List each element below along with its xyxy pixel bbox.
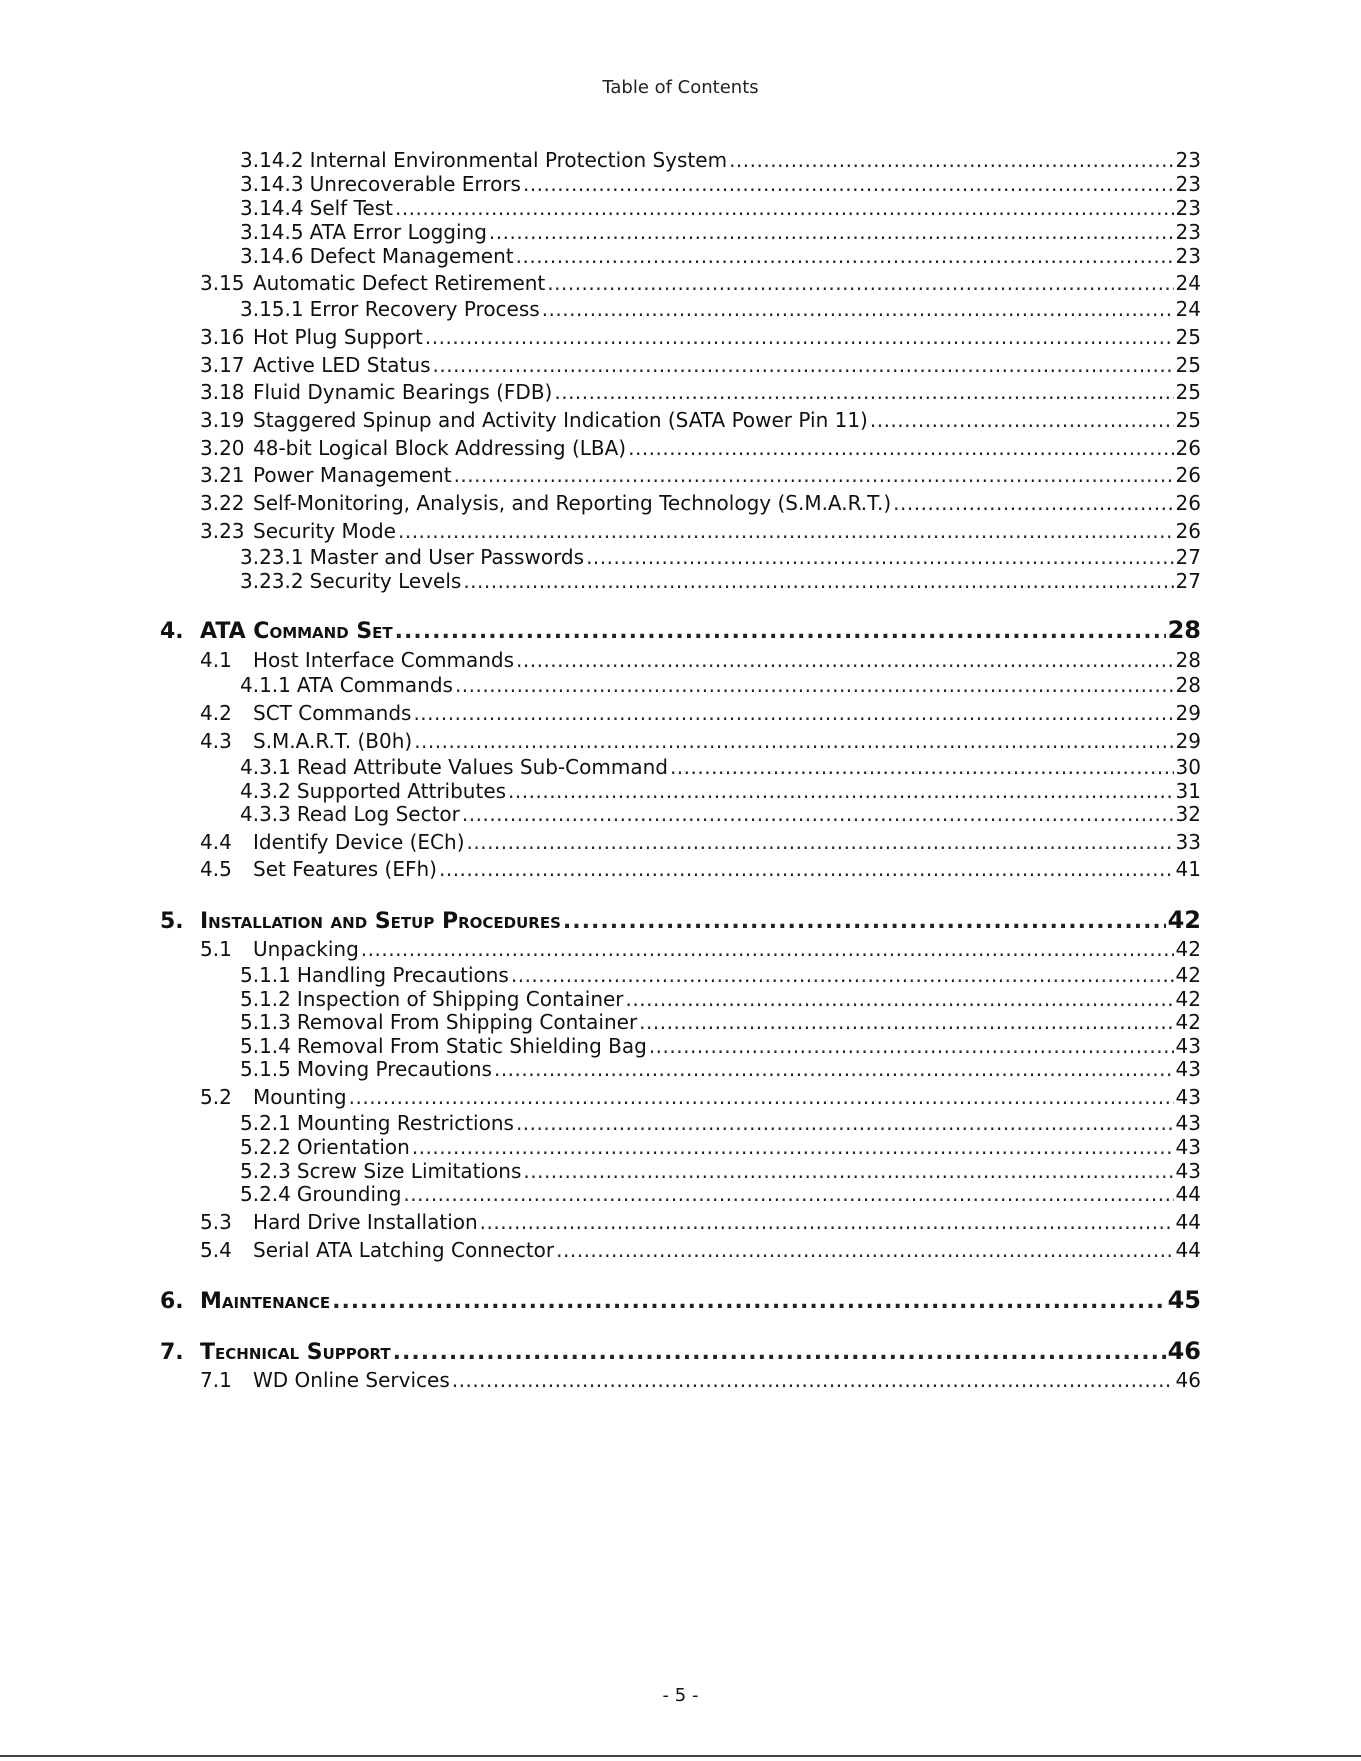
toc-entry[interactable]	[0, 1238, 1201, 1262]
toc-entry-page: 27	[1175, 569, 1201, 593]
toc-entry[interactable]	[0, 491, 1201, 515]
toc-entry-number: 3.15	[200, 271, 245, 295]
toc-entry-page: 43	[1175, 1111, 1201, 1135]
toc-entry-number: 3.19	[200, 408, 245, 432]
toc-entry-page: 33	[1175, 830, 1201, 854]
toc-entry-title: Maintenance	[200, 1289, 331, 1314]
toc-entry-page: 42	[1175, 987, 1201, 1011]
toc-entry-number: 3.16	[200, 325, 245, 349]
toc-entry-title: Staggered Spinup and Activity Indication (SATA Power Pin 11)	[253, 408, 868, 432]
toc-entry-number: 5.2.4	[240, 1182, 291, 1206]
toc-entry-title: Master and User Passwords	[309, 545, 585, 569]
toc-entry-number: 5.1.5	[240, 1057, 291, 1081]
toc-entry-number: 5.4	[200, 1238, 232, 1262]
toc-entry-number: 3.15.1	[240, 297, 304, 321]
toc-entry[interactable]	[0, 1111, 1201, 1135]
toc-entry[interactable]	[0, 701, 1201, 725]
toc-entry-page: 42	[1175, 1010, 1201, 1034]
toc-entry-title: Grounding	[296, 1182, 402, 1206]
toc-entry-title: Mounting	[253, 1085, 347, 1109]
dot-leader	[523, 172, 1174, 196]
toc-entry-number: 5.2	[200, 1085, 232, 1109]
toc-entry-number: 6.	[160, 1289, 184, 1314]
toc-entry-number: 4.4	[200, 830, 232, 854]
toc-entry-title: Self Test	[309, 196, 393, 220]
dot-leader	[516, 648, 1174, 672]
dot-leader	[425, 325, 1174, 349]
toc-entry[interactable]	[0, 1085, 1201, 1109]
dot-leader	[628, 436, 1173, 460]
toc-entry-number: 4.3.2	[240, 779, 291, 803]
dot-leader	[361, 937, 1174, 961]
dot-leader	[639, 1010, 1173, 1034]
dot-leader	[403, 1182, 1173, 1206]
dot-leader	[670, 755, 1174, 779]
toc-entry-title: Hot Plug Support	[253, 325, 423, 349]
toc-entry-number: 4.3.3	[240, 802, 291, 826]
dot-leader	[462, 802, 1174, 826]
toc-entry-number: 5.2.3	[240, 1159, 291, 1183]
dot-leader	[870, 408, 1174, 432]
dot-leader	[433, 353, 1174, 377]
dot-leader	[349, 1085, 1174, 1109]
toc-entry-page: 25	[1175, 325, 1201, 349]
toc-entry-title: Read Attribute Values Sub-Command	[296, 755, 668, 779]
toc-entry-number: 3.14.4	[240, 196, 304, 220]
dot-leader	[489, 220, 1174, 244]
toc-entry-number: 5.1.4	[240, 1034, 291, 1058]
dot-leader	[516, 1111, 1174, 1135]
dot-leader	[586, 545, 1173, 569]
toc-entry-number: 4.1	[200, 648, 232, 672]
toc-entry-title: Hard Drive Installation	[253, 1210, 478, 1234]
toc-entry[interactable]	[0, 937, 1201, 961]
dot-leader	[480, 1210, 1174, 1234]
toc-entry-page: 43	[1175, 1085, 1201, 1109]
toc-entry[interactable]	[0, 1034, 1201, 1058]
toc-entry-page: 42	[1167, 906, 1201, 934]
toc-entry[interactable]	[0, 830, 1201, 854]
bottom-divider	[0, 1755, 1361, 1757]
toc-entry-title: Active LED Status	[253, 353, 431, 377]
dot-leader	[463, 569, 1173, 593]
toc-entry[interactable]	[0, 963, 1201, 987]
toc-chapter-entry[interactable]	[0, 1337, 1201, 1367]
toc-entry-title: Removal From Static Shielding Bag	[296, 1034, 647, 1058]
dot-leader	[398, 519, 1174, 543]
dot-leader	[547, 271, 1173, 295]
toc-entry[interactable]	[0, 325, 1201, 349]
toc-entry-page: 42	[1175, 937, 1201, 961]
toc-entry[interactable]	[0, 648, 1201, 672]
toc-entry-page: 26	[1175, 519, 1201, 543]
toc-entry-title: Read Log Sector	[296, 802, 460, 826]
dot-leader	[452, 1368, 1174, 1392]
toc-entry-page: 46	[1175, 1368, 1201, 1392]
toc-entry-title: Technical Support	[200, 1340, 391, 1365]
toc-chapter-entry[interactable]	[0, 906, 1201, 936]
toc-entry-number: 3.14.3	[240, 172, 304, 196]
toc-entry-title: Error Recovery Process	[309, 297, 540, 321]
toc-entry-page: 44	[1175, 1182, 1201, 1206]
toc-entry-number: 3.22	[200, 491, 245, 515]
dot-leader	[412, 1135, 1174, 1159]
toc-entry-title: SCT Commands	[253, 701, 412, 725]
toc-entry-page: 23	[1175, 172, 1201, 196]
toc-entry[interactable]	[0, 436, 1201, 460]
toc-entry-number: 5.1.2	[240, 987, 291, 1011]
toc-entry-page: 30	[1175, 755, 1201, 779]
toc-entry-title: Defect Management	[309, 244, 514, 268]
dot-leader	[626, 987, 1174, 1011]
toc-entry[interactable]	[0, 1159, 1201, 1183]
toc-entry[interactable]	[0, 755, 1201, 779]
toc-entry-page: 31	[1175, 779, 1201, 803]
toc-entry-title: Host Interface Commands	[253, 648, 515, 672]
toc-entry[interactable]	[0, 220, 1201, 244]
toc-entry[interactable]	[0, 1210, 1201, 1234]
toc-entry-number: 4.3	[200, 729, 232, 753]
toc-entry[interactable]	[0, 545, 1201, 569]
toc-entry-number: 3.18	[200, 380, 245, 404]
toc-entry-number: 7.	[160, 1340, 184, 1365]
toc-entry-title: ATA Error Logging	[309, 220, 487, 244]
toc-entry-title: Removal From Shipping Container	[296, 1010, 638, 1034]
dot-leader	[395, 196, 1174, 220]
toc-entry-page: 41	[1175, 857, 1201, 881]
dot-leader	[523, 1159, 1173, 1183]
dot-leader	[393, 1339, 1166, 1367]
toc-entry-page: 29	[1175, 701, 1201, 725]
toc-entry-title: Moving Precautions	[296, 1057, 492, 1081]
dot-leader	[542, 297, 1174, 321]
toc-entry-number: 4.5	[200, 857, 232, 881]
toc-entry-page: 28	[1175, 648, 1201, 672]
toc-entry[interactable]	[0, 1135, 1201, 1159]
toc-entry-title: Mounting Restrictions	[296, 1111, 514, 1135]
toc-entry-page: 23	[1175, 148, 1201, 172]
toc-entry-page: 25	[1175, 408, 1201, 432]
toc-entry-page: 43	[1175, 1159, 1201, 1183]
toc-entry[interactable]	[0, 353, 1201, 377]
toc-entry-page: 24	[1175, 297, 1201, 321]
toc-entry-number: 3.14.2	[240, 148, 304, 172]
toc-entry-page: 46	[1167, 1337, 1201, 1365]
toc-entry-number: 3.23.1	[240, 545, 304, 569]
toc-entry-number: 4.2	[200, 701, 232, 725]
dot-leader	[413, 701, 1173, 725]
dot-leader	[467, 830, 1174, 854]
toc-entry[interactable]	[0, 1182, 1201, 1206]
toc-entry-page: 45	[1167, 1286, 1201, 1314]
toc-entry-page: 23	[1175, 220, 1201, 244]
dot-leader	[729, 148, 1173, 172]
toc-entry[interactable]	[0, 463, 1201, 487]
toc-entry-number: 3.17	[200, 353, 245, 377]
dot-leader	[649, 1034, 1174, 1058]
toc-entry-title: Orientation	[296, 1135, 410, 1159]
toc-entry-page: 23	[1175, 244, 1201, 268]
toc-entry-number: 3.21	[200, 463, 245, 487]
page-header-title: Table of Contents	[602, 77, 759, 98]
dot-leader	[516, 244, 1174, 268]
dot-leader	[414, 729, 1173, 753]
toc-entry[interactable]	[0, 244, 1201, 268]
toc-chapter-entry[interactable]	[0, 1286, 1201, 1316]
toc-entry-number: 4.1.1	[240, 673, 291, 697]
toc-entry-title: Internal Environmental Protection System	[309, 148, 728, 172]
toc-entry-page: 25	[1175, 380, 1201, 404]
toc-entry[interactable]	[0, 380, 1201, 404]
toc-entry-title: Handling Precautions	[296, 963, 509, 987]
toc-entry-title: Power Management	[253, 463, 452, 487]
toc-entry[interactable]	[0, 729, 1201, 753]
toc-entry-title: Security Levels	[309, 569, 462, 593]
toc-entry-page: 43	[1175, 1135, 1201, 1159]
toc-entry-title: WD Online Services	[253, 1368, 450, 1392]
toc-entry-number: 5.1.1	[240, 963, 291, 987]
toc-entry-number: 3.23.2	[240, 569, 304, 593]
toc-entry-page: 23	[1175, 196, 1201, 220]
toc-entry-number: 3.14.6	[240, 244, 304, 268]
toc-entry-title: Self-Monitoring, Analysis, and Reporting Technology (S.M.A.R.T.)	[253, 491, 892, 515]
dot-leader	[511, 963, 1174, 987]
toc-entry-number: 5.1.3	[240, 1010, 291, 1034]
toc-entry-title: S.M.A.R.T. (B0h)	[253, 729, 413, 753]
toc-entry-page: 26	[1175, 436, 1201, 460]
dot-leader	[332, 1288, 1166, 1316]
dot-leader	[439, 857, 1174, 881]
toc-entry[interactable]	[0, 569, 1201, 593]
toc-entry-page: 42	[1175, 963, 1201, 987]
dot-leader	[455, 673, 1174, 697]
toc-entry[interactable]	[0, 148, 1201, 172]
toc-entry-page: 44	[1175, 1210, 1201, 1234]
toc-entry-title: ATA Command Set	[200, 619, 393, 644]
toc-entry-title: Identify Device (ECh)	[253, 830, 465, 854]
toc-entry[interactable]	[0, 172, 1201, 196]
page-number: - 5 -	[662, 1685, 699, 1706]
toc-chapter-entry[interactable]	[0, 616, 1201, 646]
toc-entry-page: 43	[1175, 1057, 1201, 1081]
toc-entry[interactable]	[0, 857, 1201, 881]
toc-entry[interactable]	[0, 1010, 1201, 1034]
toc-entry-number: 7.1	[200, 1368, 232, 1392]
toc-entry-page: 26	[1175, 491, 1201, 515]
toc-entry[interactable]	[0, 673, 1201, 697]
toc-entry-title: Automatic Defect Retirement	[253, 271, 546, 295]
toc-entry-page: 44	[1175, 1238, 1201, 1262]
toc-entry-page: 25	[1175, 353, 1201, 377]
dot-leader	[556, 1238, 1173, 1262]
toc-entry[interactable]	[0, 196, 1201, 220]
toc-entry[interactable]	[0, 519, 1201, 543]
toc-entry-title: ATA Commands	[296, 673, 453, 697]
toc-entry-title: Serial ATA Latching Connector	[253, 1238, 555, 1262]
toc-entry[interactable]	[0, 1057, 1201, 1081]
toc-entry[interactable]	[0, 271, 1201, 295]
dot-leader	[494, 1057, 1174, 1081]
toc-entry-number: 4.3.1	[240, 755, 291, 779]
toc-entry-page: 28	[1175, 673, 1201, 697]
toc-entry-number: 3.20	[200, 436, 245, 460]
dot-leader	[395, 618, 1166, 646]
toc-entry[interactable]	[0, 802, 1201, 826]
toc-entry-title: Fluid Dynamic Bearings (FDB)	[253, 380, 553, 404]
toc-entry-number: 5.1	[200, 937, 232, 961]
toc-entry[interactable]	[0, 1368, 1201, 1392]
toc-entry-page: 27	[1175, 545, 1201, 569]
toc-entry-title: Set Features (EFh)	[253, 857, 437, 881]
toc-entry-title: Supported Attributes	[296, 779, 507, 803]
toc-entry-page: 24	[1175, 271, 1201, 295]
toc-entry[interactable]	[0, 987, 1201, 1011]
toc-entry-title: Unpacking	[253, 937, 359, 961]
toc-entry-page: 32	[1175, 802, 1201, 826]
toc-entry[interactable]	[0, 779, 1201, 803]
dot-leader	[454, 463, 1174, 487]
dot-leader	[563, 908, 1166, 936]
toc-entry-number: 4.	[160, 619, 184, 644]
toc-entry-number: 5.2.1	[240, 1111, 291, 1135]
toc-entry-page: 43	[1175, 1034, 1201, 1058]
toc-entry[interactable]	[0, 297, 1201, 321]
toc-entry-title: Inspection of Shipping Container	[296, 987, 624, 1011]
toc-entry-page: 28	[1167, 616, 1201, 644]
dot-leader	[893, 491, 1173, 515]
toc-entry-number: 5.2.2	[240, 1135, 291, 1159]
toc-entry-number: 5.	[160, 909, 184, 934]
dot-leader	[554, 380, 1173, 404]
toc-entry[interactable]	[0, 408, 1201, 432]
dot-leader	[508, 779, 1174, 803]
toc-entry-page: 29	[1175, 729, 1201, 753]
toc-entry-title: Unrecoverable Errors	[309, 172, 521, 196]
toc-entry-title: 48-bit Logical Block Addressing (LBA)	[253, 436, 627, 460]
toc-entry-title: Screw Size Limitations	[296, 1159, 522, 1183]
toc-entry-page: 26	[1175, 463, 1201, 487]
toc-entry-number: 3.23	[200, 519, 245, 543]
toc-entry-title: Security Mode	[253, 519, 396, 543]
toc-entry-title: Installation and Setup Procedures	[200, 909, 561, 934]
toc-entry-number: 5.3	[200, 1210, 232, 1234]
toc-entry-number: 3.14.5	[240, 220, 304, 244]
